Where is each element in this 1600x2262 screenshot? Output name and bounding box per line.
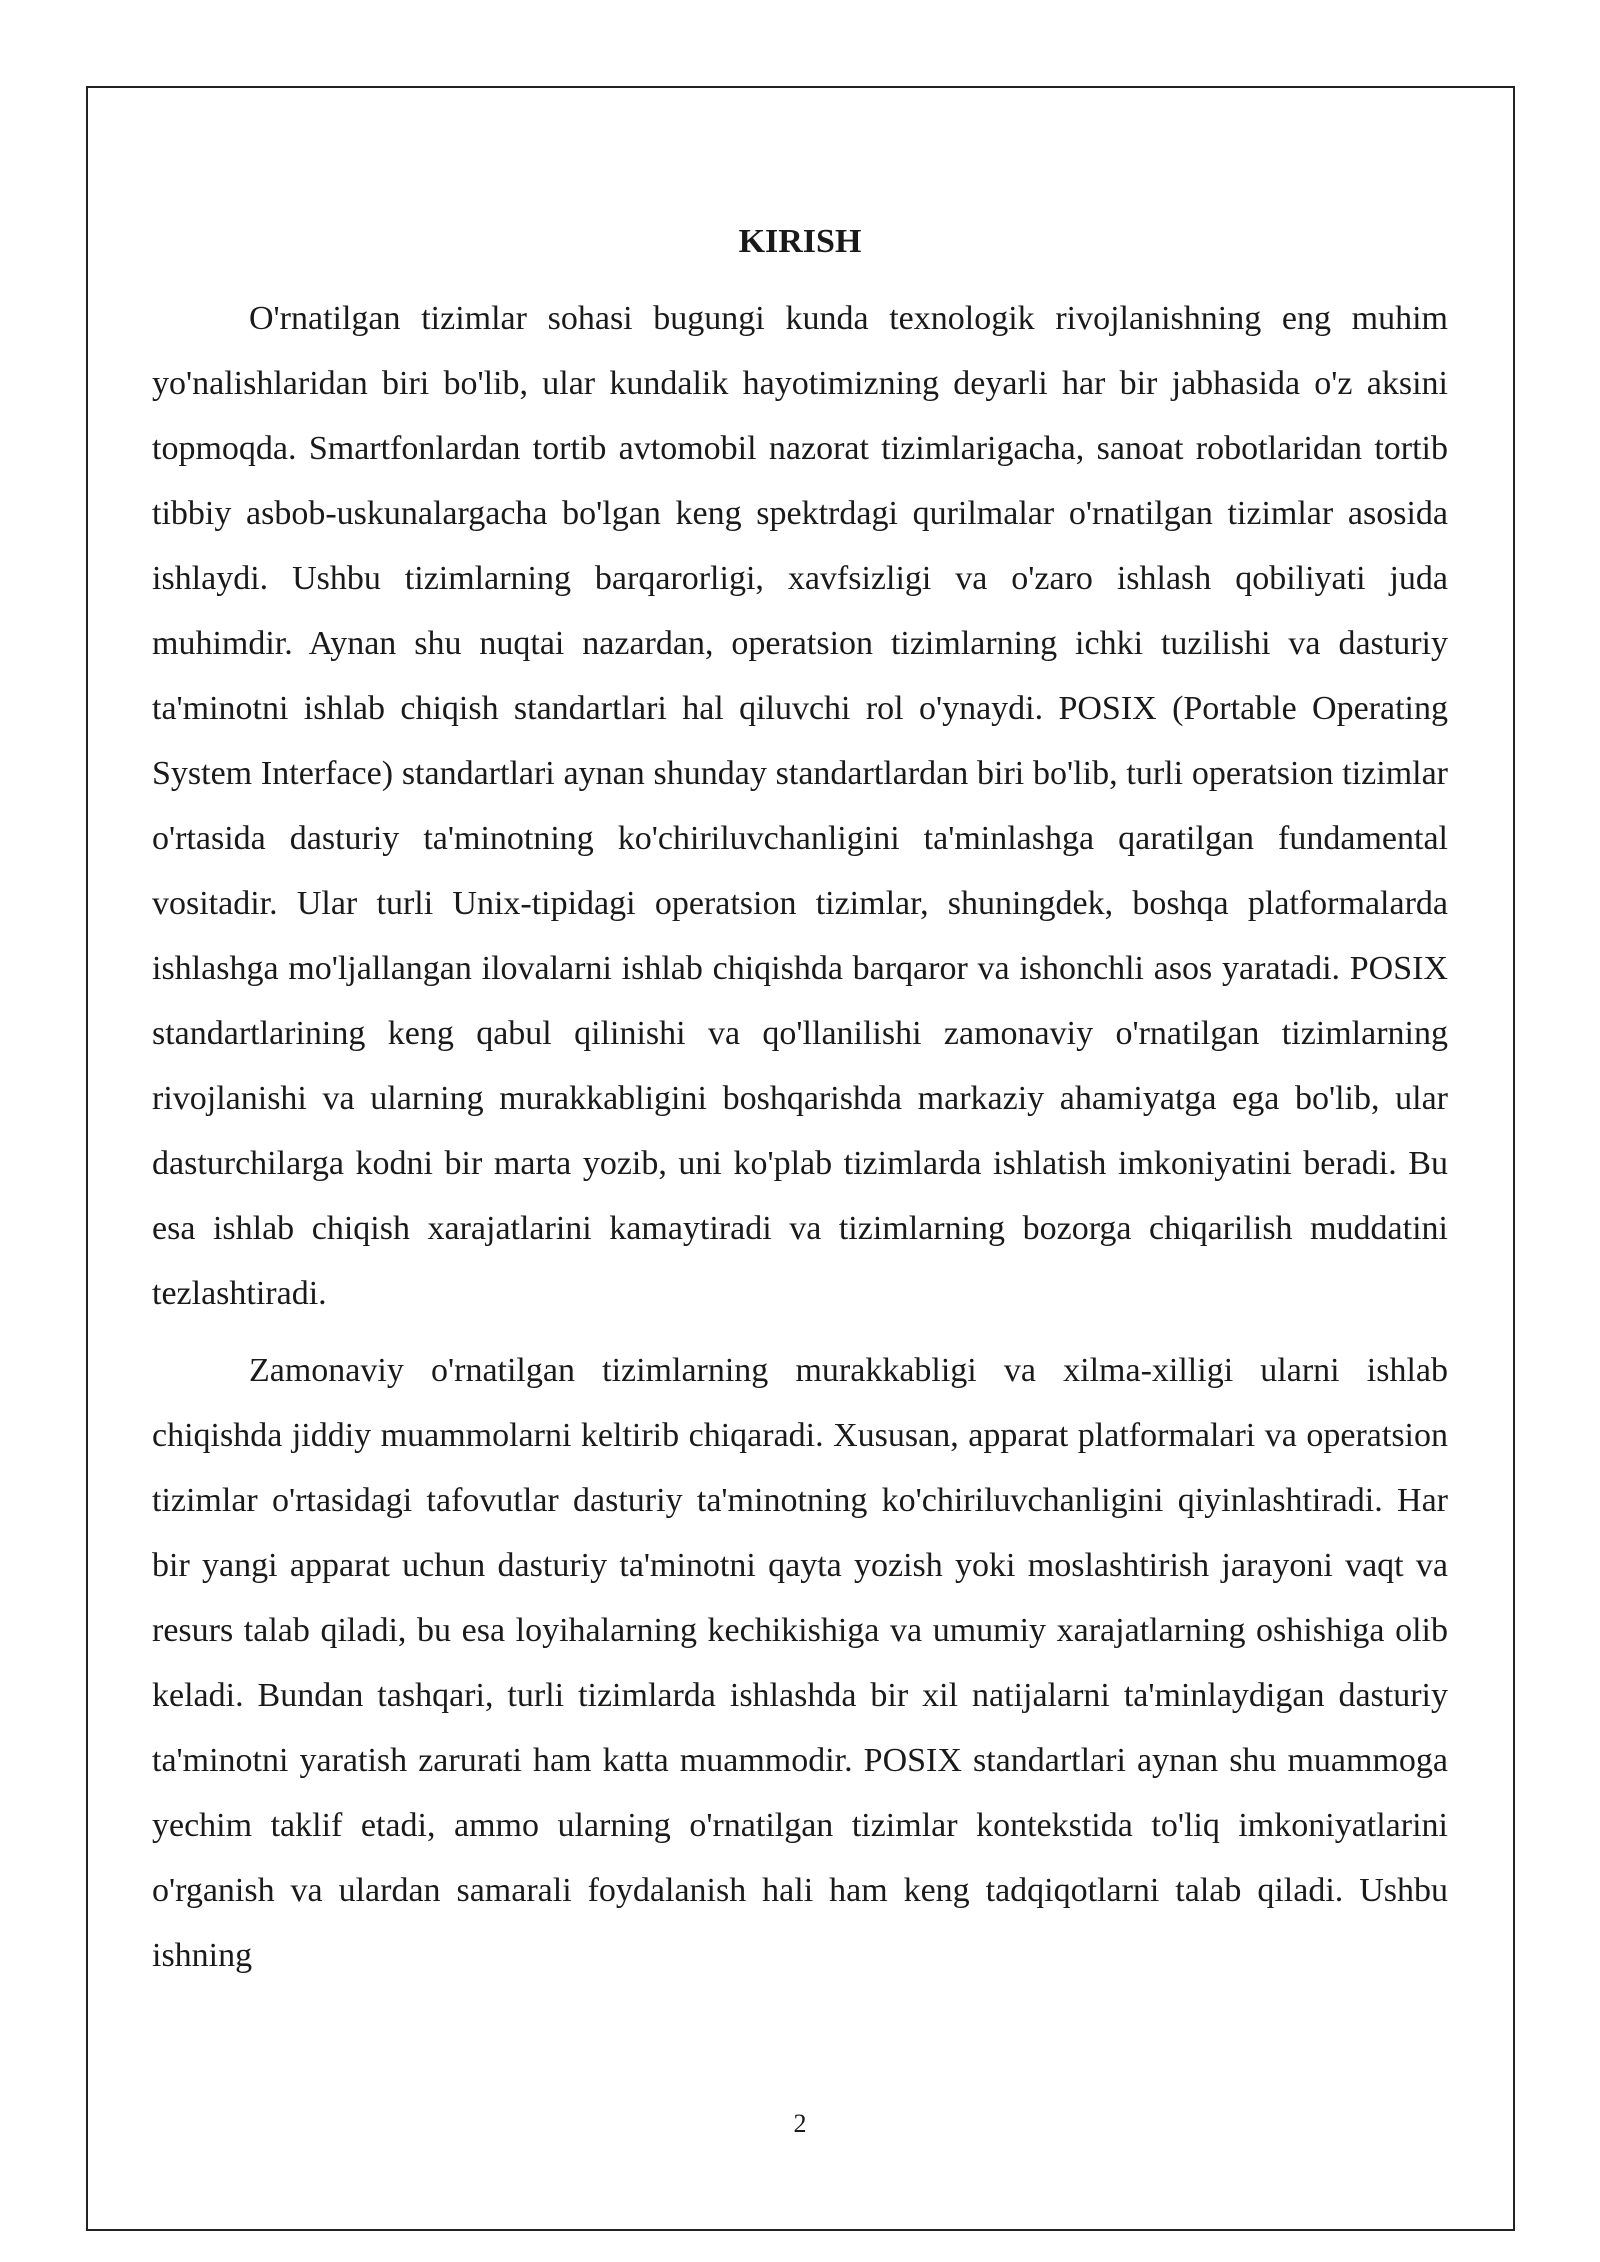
- page-content: [152, 218, 1448, 2000]
- section-title: KIRISH: [738, 223, 862, 260]
- page-number: 2: [793, 2109, 807, 2138]
- paragraph-intro: O'rnatilgan tizimlar sohasi bugungi kunda texnologik rivojlanishning eng muhim yo'nalishlaridan biri bo'lib, ular kundalik hayotimizning deyarli har bir jabhasida o'z aksini topmoqda. Smartfonlardan tortib avtomobil nazorat tizimlarigacha, sanoat robotlaridan tortib tibbiy asbob-uskunalargacha bo'lgan keng spektrdagi qurilmalar o'rnatilgan tizimlar asosida ishlaydi. Ushbu tizimlarning barqarorligi, xavfsizligi va o'zaro ishlash qobiliyati juda muhimdir. Aynan shu nuqtai nazardan, operatsion tizimlarning ichki tuzilishi va dasturiy ta'minotni ishlab chiqish standartlari hal qiluvchi rol o'ynaydi. POSIX (Portable Operating System Interface) standartlari aynan shunday standartlardan biri bo'lib, turli operatsion tizimlar o'rtasida dasturiy ta'minotning ko'chiriluvchanligini ta'minlashga qaratilgan fundamental vositadir. Ular turli Unix-tipidagi operatsion tizimlar, shuningdek, boshqa platformalarda ishlashga mo'ljallangan ilovalarni ishlab chiqishda barqaror va ishonchli asos yaratadi. POSIX standartlarining keng qabul qilinishi va qo'llanilishi zamonaviy o'rnatilgan tizimlarning rivojlanishi va ularning murakkabligini boshqarishda markaziy ahamiyatga ega bo'lib, ular dasturchilarga kodni bir marta yozib, uni ko'plab tizimlarda ishlatish imkoniyatini beradi. Bu esa ishlab chiqish xarajatlarini kamaytiradi va tizimlarning bozorga chiqarilish muddatini tezlashtiradi.: [152, 300, 1448, 1312]
- paragraph-challenges: Zamonaviy o'rnatilgan tizimlarning murakkabligi va xilma-xilligi ularni ishlab chiqishda jiddiy muammolarni keltirib chiqaradi. Xususan, apparat platformalari va operatsion tizimlar o'rtasidagi tafovutlar dasturiy ta'minotning ko'chiriluvchanligini qiyinlashtiradi. Har bir yangi apparat uchun dasturiy ta'minotni qayta yozish yoki moslashtirish jarayoni vaqt va resurs talab qiladi, bu esa loyihalarning kechikishiga va umumiy xarajatlarning oshishiga olib keladi. Bundan tashqari, turli tizimlarda ishlashda bir xil natijalarni ta'minlaydigan dasturiy ta'minotni yaratish zarurati ham katta muammodir. POSIX standartlari aynan shu muammoga yechim taklif etadi, ammo ularning o'rnatilgan tizimlar kontekstida to'liq imkoniyatlarini o'rganish va ulardan samarali foydalanish hali ham keng tadqiqotlarni talab qiladi. Ushbu ishning: [152, 1352, 1448, 1974]
